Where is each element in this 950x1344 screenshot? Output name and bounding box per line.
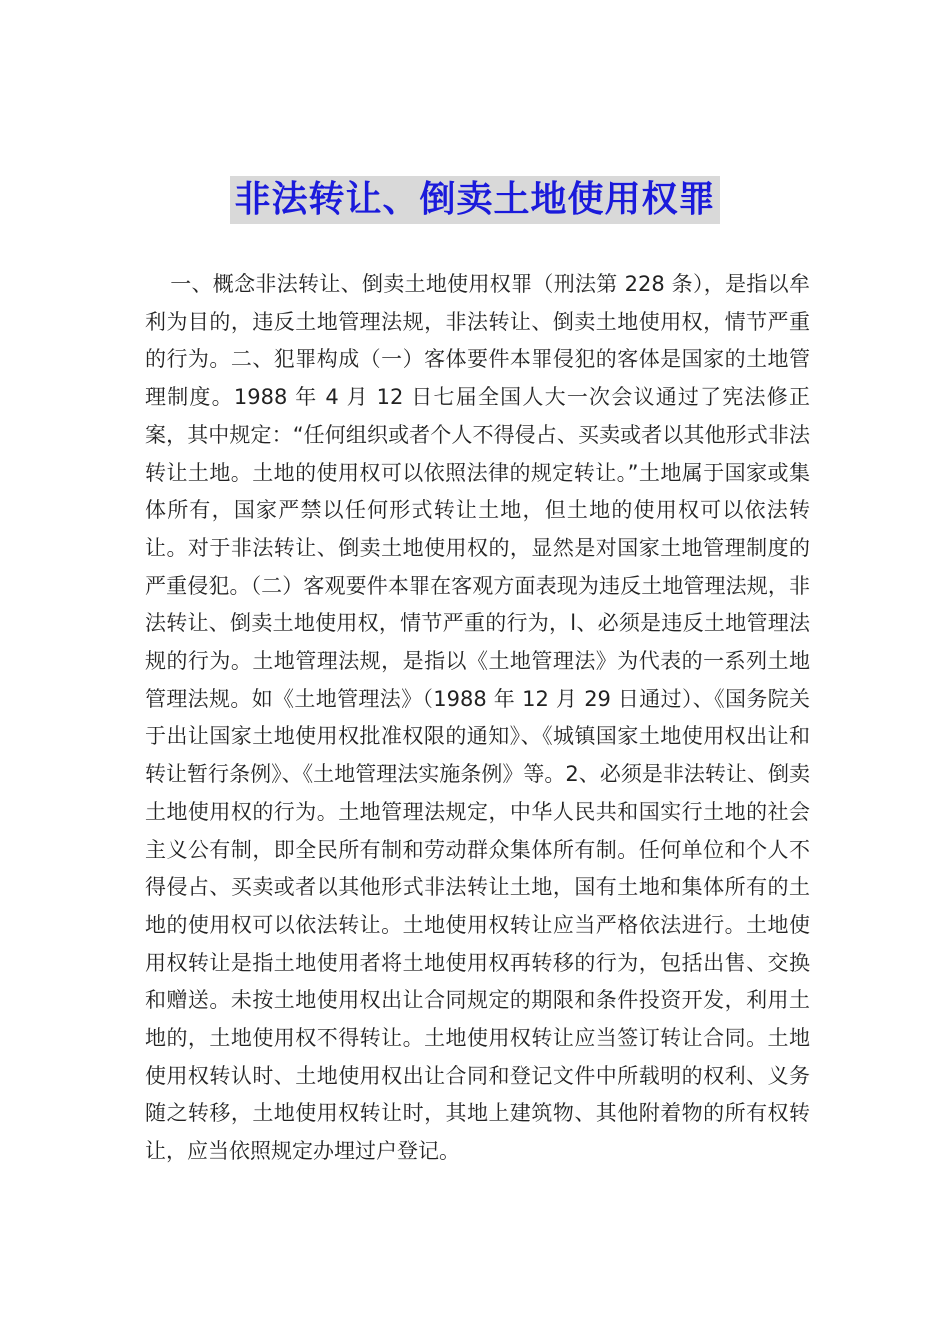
document-title-text: 非法转让、倒卖土地使用权罪 bbox=[230, 176, 719, 224]
document-title bbox=[0, 176, 950, 224]
document-body: 一、概念非法转让、倒卖土地使用权罪（刑法第 228 条），是指以牟利为目的，违反土地管理法规，非法转让、倒卖土地使用权，情节严重的行为。二、犯罪构成（一）客体要件本罪侵犯的客体是国家的土地管理制度。1988 年 4 月 12 日七届全国人大一次会议通过了宪法修正案，其中规定：“任何组织或者个人不得侵占、买卖或者以其他形式非法转让土地。土地的使用权可以依照法律的规定转让。”土地属于国家或集体所有，国家严禁以任何形式转让土地，但土地的使用权可以依法转让。对于非法转让、倒卖土地使用权的，显然是对国家土地管理制度的严重侵犯。（二）客观要件本罪在客观方面表现为违反土地管理法规，非法转让、倒卖土地使用权，情节严重的行为，l、必须是违反土地管理法规的行为。土地管理法规，是指以《土地管理法》为代表的一系列土地管理法规。如《土地管理法》（1988 年 12 月 29 日通过）、《国务院关于出让国家土地使用权批准权限的通知》、《城镇国家土地使用权出让和转让暂行条例》、《土地管理法实施条例》等。2、必须是非法转让、倒卖土地使用权的行为。土地管理法规定，中华人民共和国实行土地的社会主义公有制，即全民所有制和劳动群众集体所有制。任何单位和个人不得侵占、买卖或者以其他形式非法转让土地，国有土地和集体所有的土地的使用权可以依法转让。土地使用权转让应当严格依法进行。土地使用权转让是指土地使用者将土地使用权再转移的行为，包括出售、交换和赠送。未按土地使用权出让合同规定的期限和条件投资开发，利用土地的，土地使用权不得转让。土地使用权转让应当签订转让合同。土地使用权转认时、土地使用权出让合同和登记文件中所载明的权利、义务随之转移，土地使用权转让时，其地上建筑物、其他附着物的所有权转让，应当依照规定办埋过户登记。 bbox=[145, 272, 810, 1164]
